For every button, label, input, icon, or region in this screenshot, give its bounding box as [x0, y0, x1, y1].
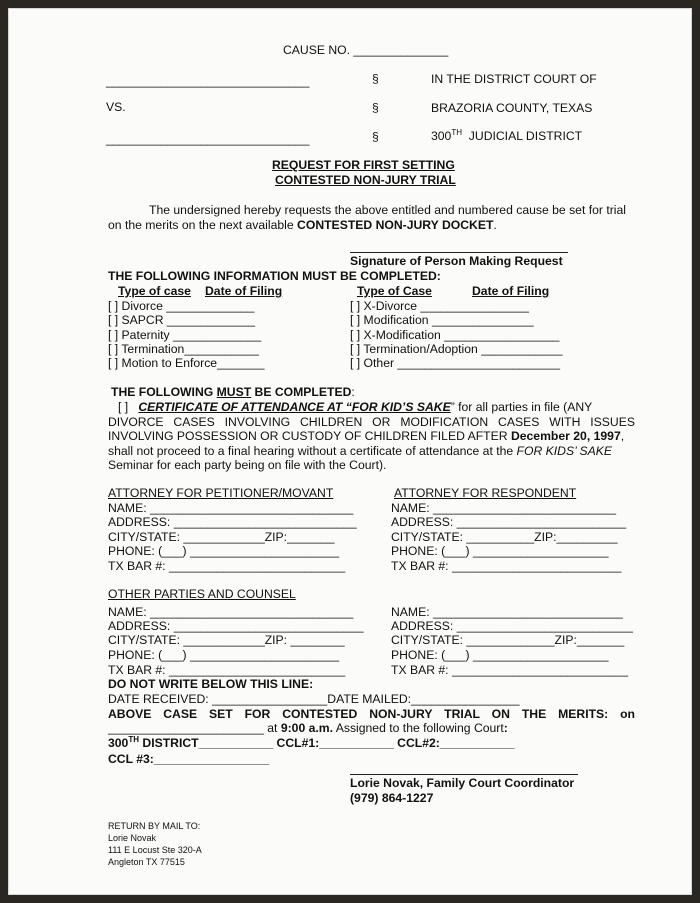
petitioner-name-field: NAME: ______________________________ [108, 501, 354, 515]
case-type-item: [ ] Motion to Enforce_______ [108, 356, 265, 370]
other-city-field: CITY/STATE: _____________ZIP:_______ [391, 633, 625, 647]
kids-line-5: Seminar for each party being on file with the Court). [108, 458, 387, 472]
section-mark-3: § [372, 130, 379, 144]
intro-line-1: The undersigned hereby requests the above entitled and numbered cause be set for trial [149, 203, 626, 217]
other-city-field: CITY/STATE: ____________ZIP: ________ [108, 633, 345, 647]
coordinator-signature-line [350, 774, 578, 775]
other-bar-field: TX BAR #: __________________________ [391, 663, 629, 677]
case-type-item: [ ] Modification _______________ [350, 313, 534, 327]
hearing-time-line: _______________________ at 9:00 a.m. Assigned to the following Court: [108, 721, 508, 735]
section-mark-2: § [372, 101, 379, 115]
case-type-item: [ ] X-Divorce ________________ [350, 299, 529, 313]
court-line-1: IN THE DISTRICT COURT OF [431, 72, 597, 86]
coordinator-phone: (979) 864-1227 [350, 791, 434, 805]
return-city: Angleton TX 77515 [108, 857, 185, 867]
case-type-item: [ ] X-Modification _________________ [350, 328, 560, 342]
respondent-bar-field: TX BAR #: _________________________ [391, 559, 622, 573]
left-head-type: Type of case [118, 284, 191, 298]
other-address-field: ADDRESS: __________________________ [391, 619, 633, 633]
case-type-item: [ ] SAPCR _____________ [108, 313, 256, 327]
vs-label: VS. [106, 100, 126, 114]
court-line-2: BRAZORIA COUNTY, TEXAS [431, 101, 593, 115]
other-bar-field: TX BAR #: __________________________ [108, 663, 346, 677]
other-phone-field: PHONE: (___) ______________________ [108, 648, 340, 662]
date-received-line: DATE RECEIVED: _________________DATE MAILED:________________ [108, 692, 520, 706]
petitioner-attorney-heading: ATTORNEY FOR PETITIONER/MOVANT [108, 486, 334, 500]
form-page [8, 8, 692, 895]
return-street: 111 E Locust Ste 320-A [108, 845, 202, 855]
signature-label: Signature of Person Making Request [350, 254, 563, 268]
other-phone-field: PHONE: (___) ____________________ [391, 648, 609, 662]
case-type-item: [ ] Divorce _____________ [108, 299, 255, 313]
case-type-item: [ ] Termination/Adoption ____________ [350, 342, 563, 356]
right-head-date: Date of Filing [472, 284, 550, 298]
case-type-item: [ ] Termination___________ [108, 342, 259, 356]
section-mark-1: § [372, 72, 379, 86]
kids-line-2: DIVORCE CASES INVOLVING CHILDREN OR MODIFICATION CASES WITH ISSUES [108, 415, 635, 429]
return-label: RETURN BY MAIL TO: [108, 821, 201, 831]
petitioner-city-field: CITY/STATE: ____________ZIP:_______ [108, 530, 335, 544]
petitioner-address-field: ADDRESS: ___________________________ [108, 515, 357, 529]
intro-line-2: on the merits on the next available CONTESTED NON-JURY DOCKET. [108, 218, 497, 232]
respondent-attorney-heading: ATTORNEY FOR RESPONDENT [394, 486, 577, 500]
ccl3-line: CCL #3:_________________ [108, 752, 270, 766]
plaintiff-blank: ______________________________ [106, 74, 310, 88]
left-head-date: Date of Filing [205, 284, 283, 298]
defendant-blank: ______________________________ [106, 132, 310, 146]
info-heading: THE FOLLOWING INFORMATION MUST BE COMPLETED: [108, 269, 441, 283]
return-name: Lorie Novak [108, 833, 157, 843]
other-name-field: NAME: ______________________________ [108, 605, 354, 619]
kids-line-1: [ ] CERTIFICATE OF ATTENDANCE AT “FOR KID’S SAKE” for all parties in file (ANY [118, 400, 593, 414]
signature-line [350, 252, 568, 253]
right-head-type: Type of Case [357, 284, 432, 298]
respondent-city-field: CITY/STATE: __________ZIP:_________ [391, 530, 618, 544]
case-set-line: ABOVE CASE SET FOR CONTESTED NON-JURY TRIAL ON THE MERITS: on [108, 707, 635, 721]
respondent-phone-field: PHONE: (___) ____________________ [391, 544, 609, 558]
form-title-line-2: CONTESTED NON-JURY TRIAL [275, 173, 456, 187]
office-use-heading: DO NOT WRITE BELOW THIS LINE: [108, 677, 314, 691]
kids-line-3: INVOLVING POSSESSION OR CUSTODY OF CHILDREN FILED AFTER December 20, 1997, [108, 429, 625, 443]
kids-line-4: shall not proceed to a final hearing without a certificate of attendance at the FOR KIDS’ SAKE [108, 444, 613, 458]
petitioner-bar-field: TX BAR #: __________________________ [108, 559, 346, 573]
coordinator-name: Lorie Novak, Family Court Coordinator [350, 776, 575, 790]
respondent-name-field: NAME: ___________________________ [391, 501, 616, 515]
other-address-field: ADDRESS: ____________________________ [108, 619, 364, 633]
other-parties-heading: OTHER PARTIES AND COUNSEL [108, 587, 296, 601]
case-type-item: [ ] Paternity _____________ [108, 328, 262, 342]
kids-heading: THE FOLLOWING MUST BE COMPLETED: [111, 385, 355, 399]
petitioner-phone-field: PHONE: (___) ______________________ [108, 544, 340, 558]
court-line-3: 300TH JUDICIAL DISTRICT [431, 128, 583, 143]
cause-number: CAUSE NO. ______________ [283, 43, 449, 57]
assigned-courts-line: 300TH DISTRICT___________ CCL#1:___________ CCL#2:___________ [108, 735, 515, 750]
other-name-field: NAME: ____________________________ [391, 605, 623, 619]
respondent-address-field: ADDRESS: _________________________ [391, 515, 627, 529]
case-type-item: [ ] Other ________________________ [350, 356, 561, 370]
form-title-line-1: REQUEST FOR FIRST SETTING [272, 158, 455, 172]
